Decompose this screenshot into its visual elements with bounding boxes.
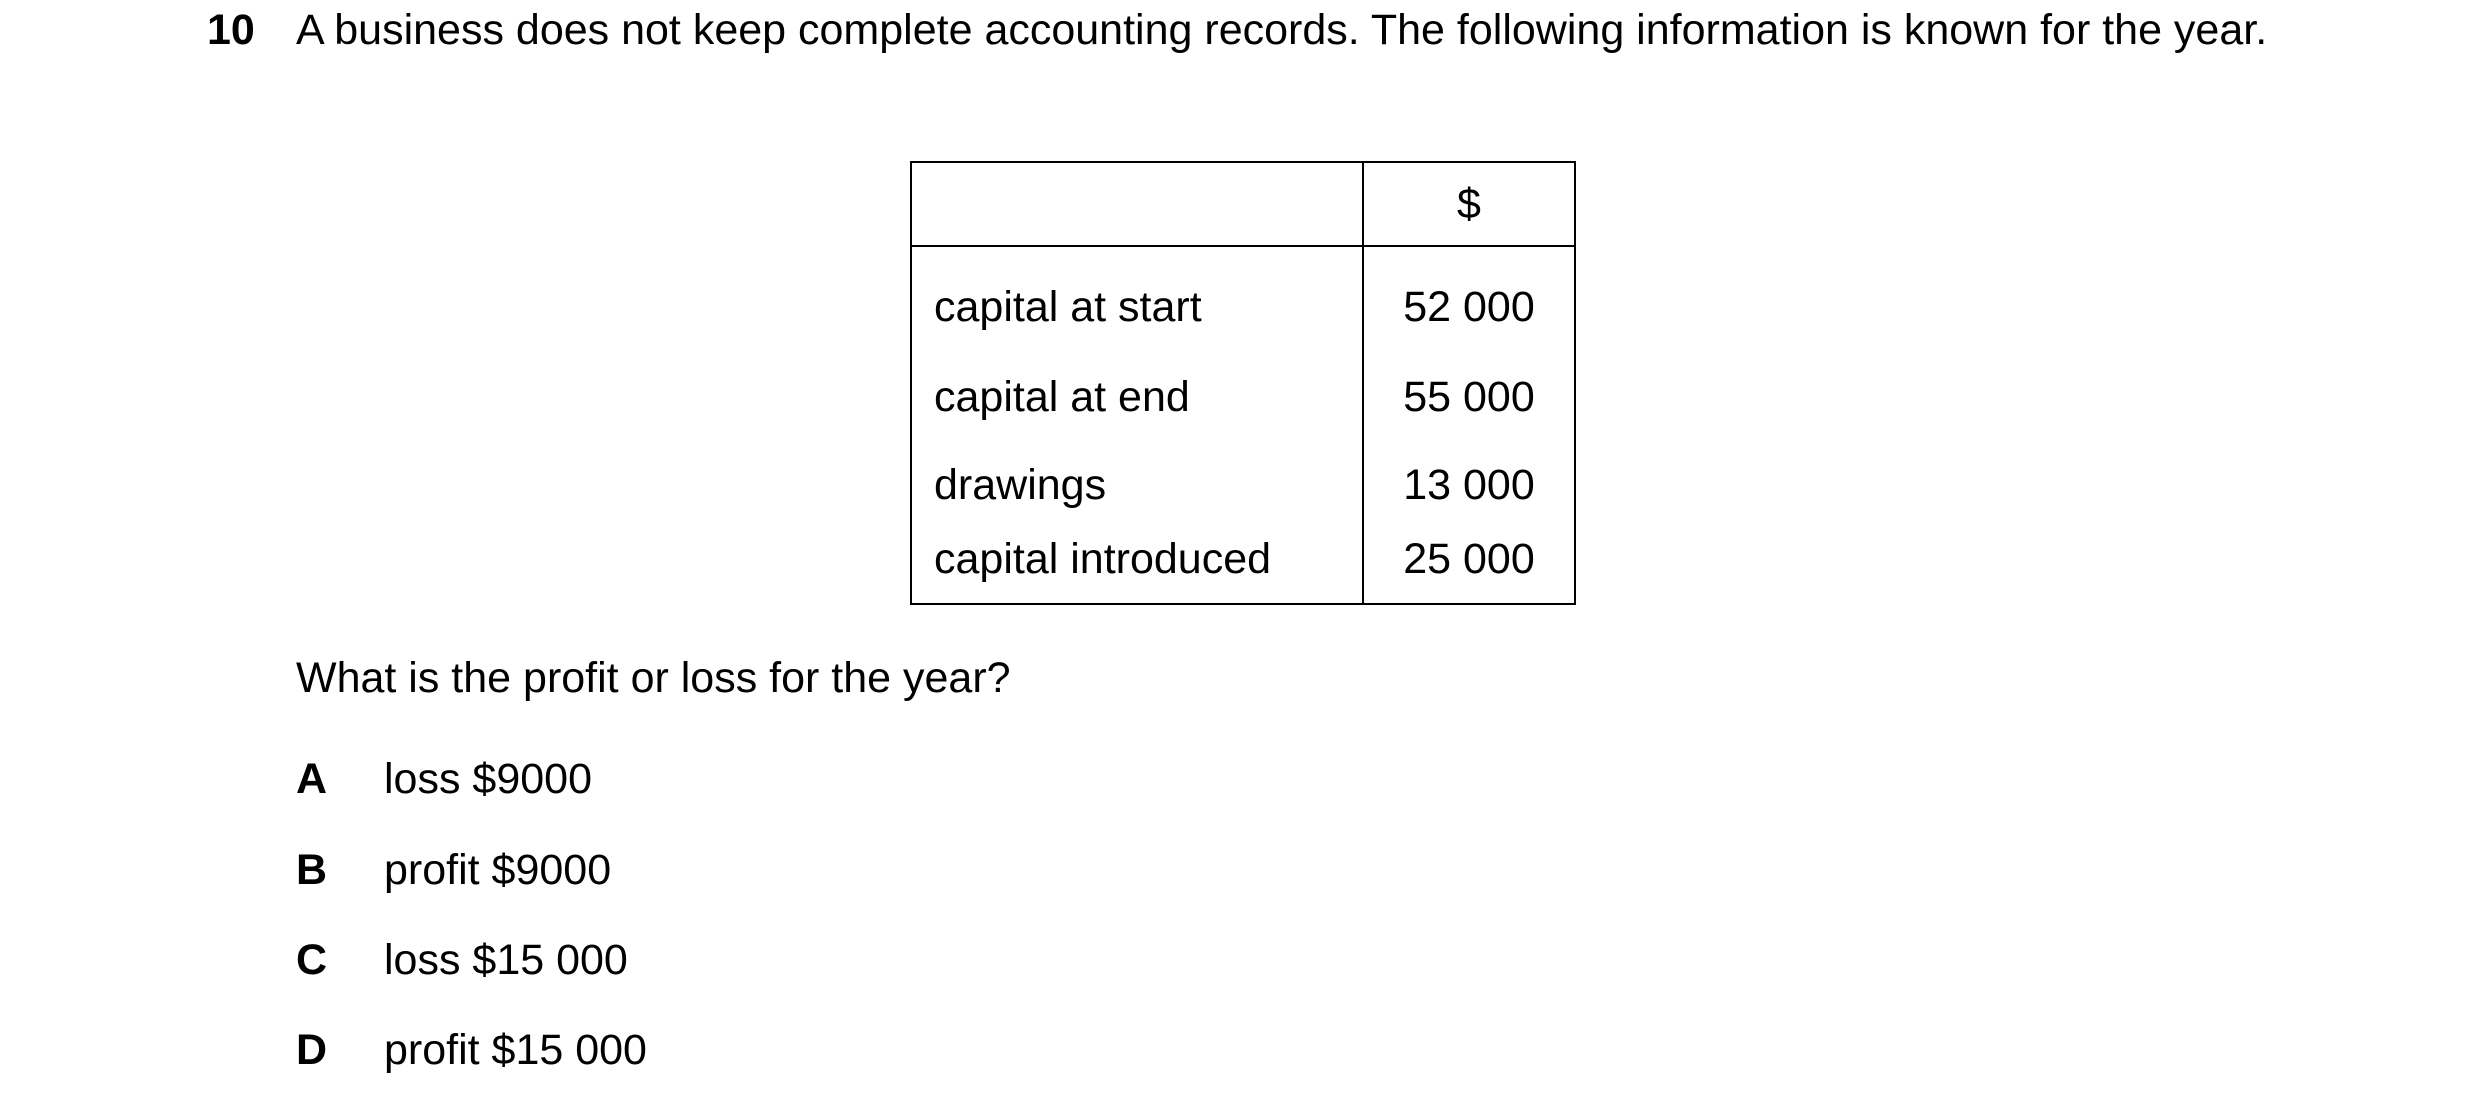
table-header-row: [911, 162, 1575, 246]
table-row: [911, 529, 1575, 604]
option-a[interactable]: [296, 753, 592, 806]
header-item-cell: [911, 162, 1363, 246]
row-value: 52 000: [1363, 246, 1575, 353]
option-letter: D: [296, 1026, 328, 1074]
option-text: profit $9000: [384, 846, 612, 894]
option-letter: C: [296, 936, 328, 984]
option-d[interactable]: [296, 1024, 647, 1077]
row-label: capital at start: [911, 246, 1363, 353]
table-row: [911, 246, 1575, 353]
row-label: capital at end: [911, 353, 1363, 441]
option-b[interactable]: [296, 844, 611, 897]
option-c[interactable]: [296, 934, 628, 987]
row-value: 13 000: [1363, 441, 1575, 529]
table-row: [911, 441, 1575, 529]
row-label: drawings: [911, 441, 1363, 529]
row-label: capital introduced: [911, 529, 1363, 604]
row-value: 55 000: [1363, 353, 1575, 441]
header-currency-cell: $: [1363, 162, 1575, 246]
row-value: 25 000: [1363, 529, 1575, 604]
question-prompt: What is the profit or loss for the year?: [296, 654, 1011, 702]
option-text: loss $9000: [384, 755, 592, 803]
option-text: profit $15 000: [384, 1026, 647, 1074]
option-letter: A: [296, 755, 328, 803]
question-number: 10: [207, 6, 255, 54]
accounting-info-table: [910, 161, 1576, 605]
option-text: loss $15 000: [384, 936, 628, 984]
table-row: [911, 353, 1575, 441]
question-stem: A business does not keep complete accounting records. The following information is known for the year.: [296, 6, 2268, 54]
option-letter: B: [296, 846, 328, 894]
